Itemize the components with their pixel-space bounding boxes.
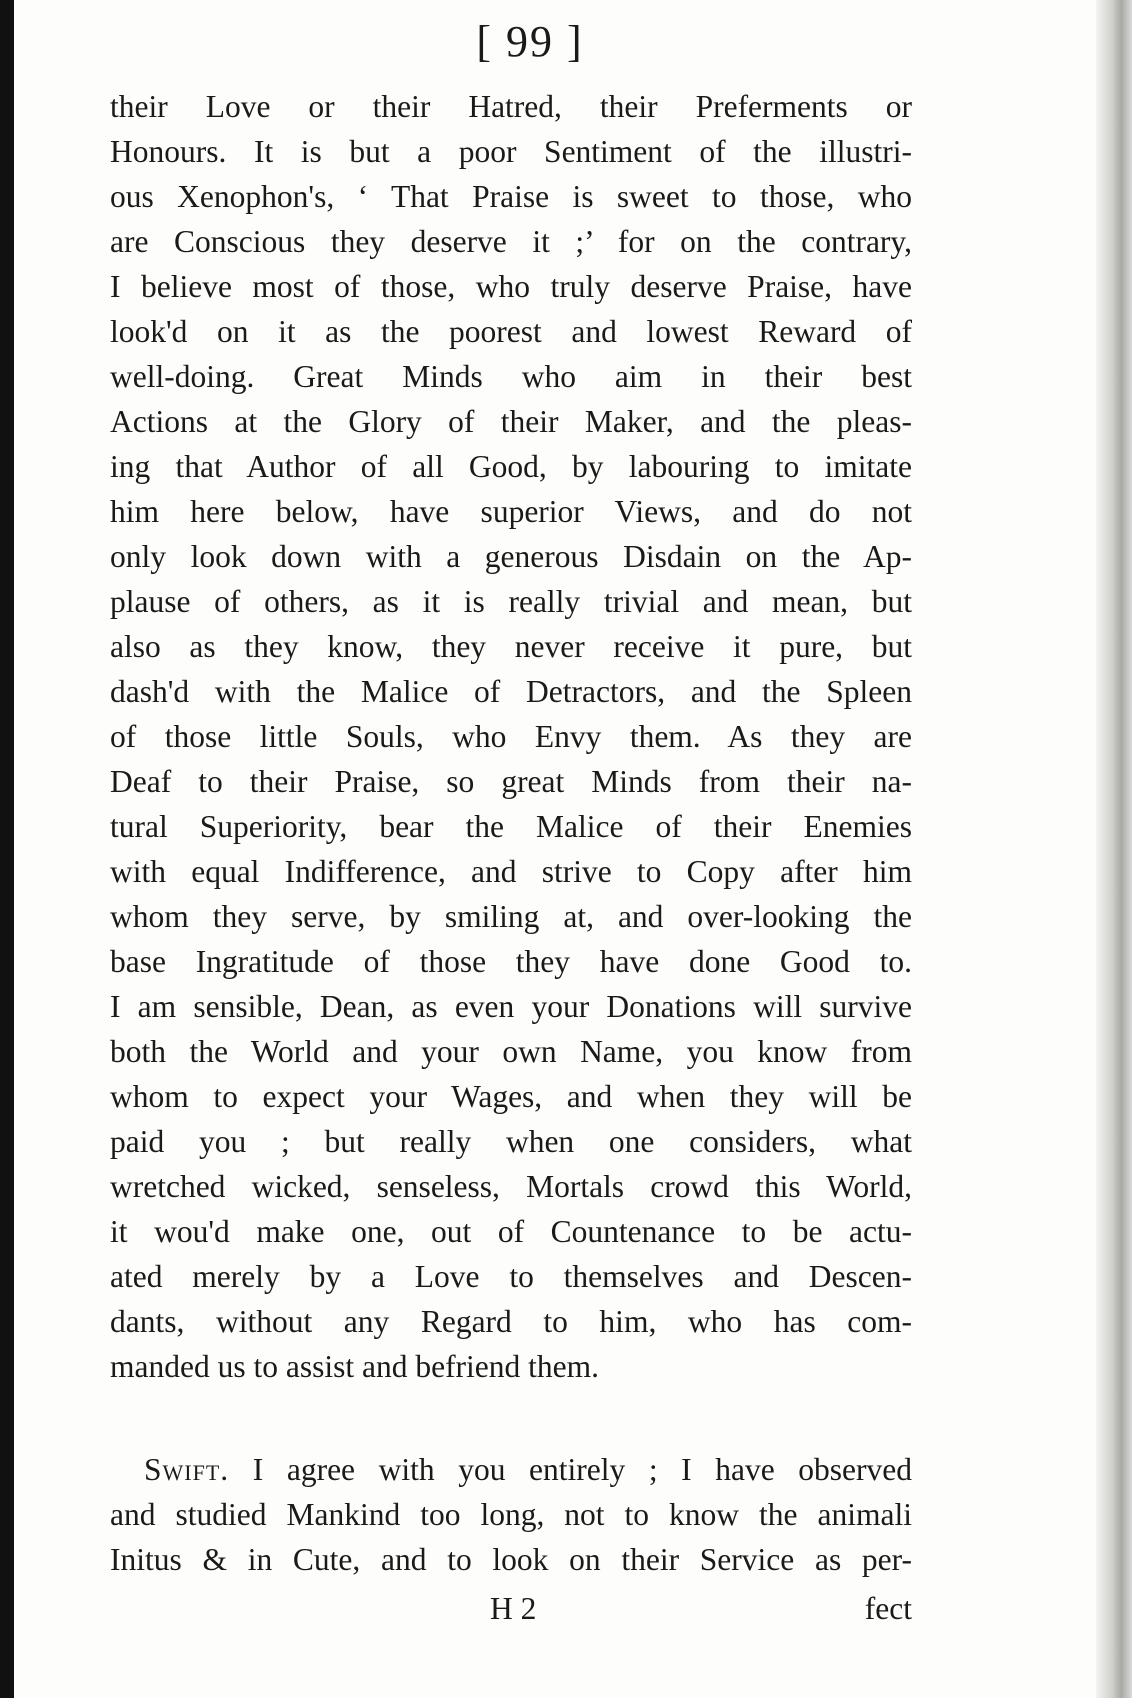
- text-line: also as they know, they never receive it pure, but: [110, 629, 912, 664]
- text-line: base Ingratitude of those they have done Good to.: [110, 944, 912, 979]
- paragraph-1: [110, 84, 912, 1389]
- page-number-header: [ 99 ]: [476, 17, 584, 66]
- text-line: wretched wicked, senseless, Mortals crowd this World,: [110, 1169, 912, 1204]
- text-line: paid you ; but really when one considers, what: [110, 1124, 912, 1159]
- text-line: both the World and your own Name, you know from: [110, 1034, 912, 1069]
- text-line: their Love or their Hatred, their Preferments or: [110, 89, 912, 124]
- text-line: him here below, have superior Views, and do not: [110, 494, 912, 529]
- body-text: [110, 84, 912, 1582]
- text-line: of those little Souls, who Envy them. As they are: [110, 719, 912, 754]
- text-line: and studied Mankind too long, not to know the animali: [110, 1497, 912, 1532]
- text-fragment: I agree with you entirely ; I have observed: [252, 1452, 913, 1487]
- text-line: tural Superiority, bear the Malice of their Enemies: [110, 809, 912, 844]
- text-line: only look down with a generous Disdain on the Ap-: [110, 539, 912, 574]
- page-left-shadow: [0, 0, 14, 1698]
- text-line: are Conscious they deserve it ;’ for on the contrary,: [110, 224, 912, 259]
- text-line: Honours. It is but a poor Sentiment of the illustri-: [110, 134, 912, 169]
- paragraph-2: [110, 1447, 912, 1582]
- text-line: ing that Author of all Good, by labouring to imitate: [110, 449, 912, 484]
- page-footer: [110, 1586, 912, 1631]
- text-line: dash'd with the Malice of Detractors, and the Spleen: [110, 674, 912, 709]
- paragraph-gap: [110, 1389, 912, 1447]
- signature-mark: H 2: [490, 1591, 537, 1626]
- text-line: dants, without any Regard to him, who has com-: [110, 1304, 912, 1339]
- text-line: it wou'd make one, out of Countenance to be actu-: [110, 1214, 912, 1249]
- text-line: ated merely by a Love to themselves and Descen-: [110, 1259, 912, 1294]
- text-line: I am sensible, Dean, as even your Donations will survive: [110, 989, 912, 1024]
- speaker-name: Swift.: [144, 1452, 230, 1487]
- text-line: ous Xenophon's, ‘ That Praise is sweet to those, who: [110, 179, 912, 214]
- text-line: whom they serve, by smiling at, and over-looking the: [110, 899, 912, 934]
- text-line: Deaf to their Praise, so great Minds from their na-: [110, 764, 912, 799]
- text-line: manded us to assist and befriend them.: [110, 1349, 600, 1384]
- text-line: Initus & in Cute, and to look on their Service as per-: [110, 1542, 912, 1577]
- text-line: whom to expect your Wages, and when they will be: [110, 1079, 912, 1114]
- text-line: plause of others, as it is really trivial and mean, but: [110, 584, 912, 619]
- text-line: look'd on it as the poorest and lowest Reward of: [110, 314, 912, 349]
- text-line: I believe most of those, who truly deserve Praise, have: [110, 269, 912, 304]
- text-line: with equal Indifference, and strive to Copy after him: [110, 854, 912, 889]
- page-right-shadow: [1096, 0, 1132, 1698]
- text-line: well-doing. Great Minds who aim in their best: [110, 359, 912, 394]
- text-line: Actions at the Glory of their Maker, and the pleas-: [110, 404, 912, 439]
- catchword: fect: [864, 1591, 912, 1626]
- text-line-with-speaker: [110, 1447, 912, 1492]
